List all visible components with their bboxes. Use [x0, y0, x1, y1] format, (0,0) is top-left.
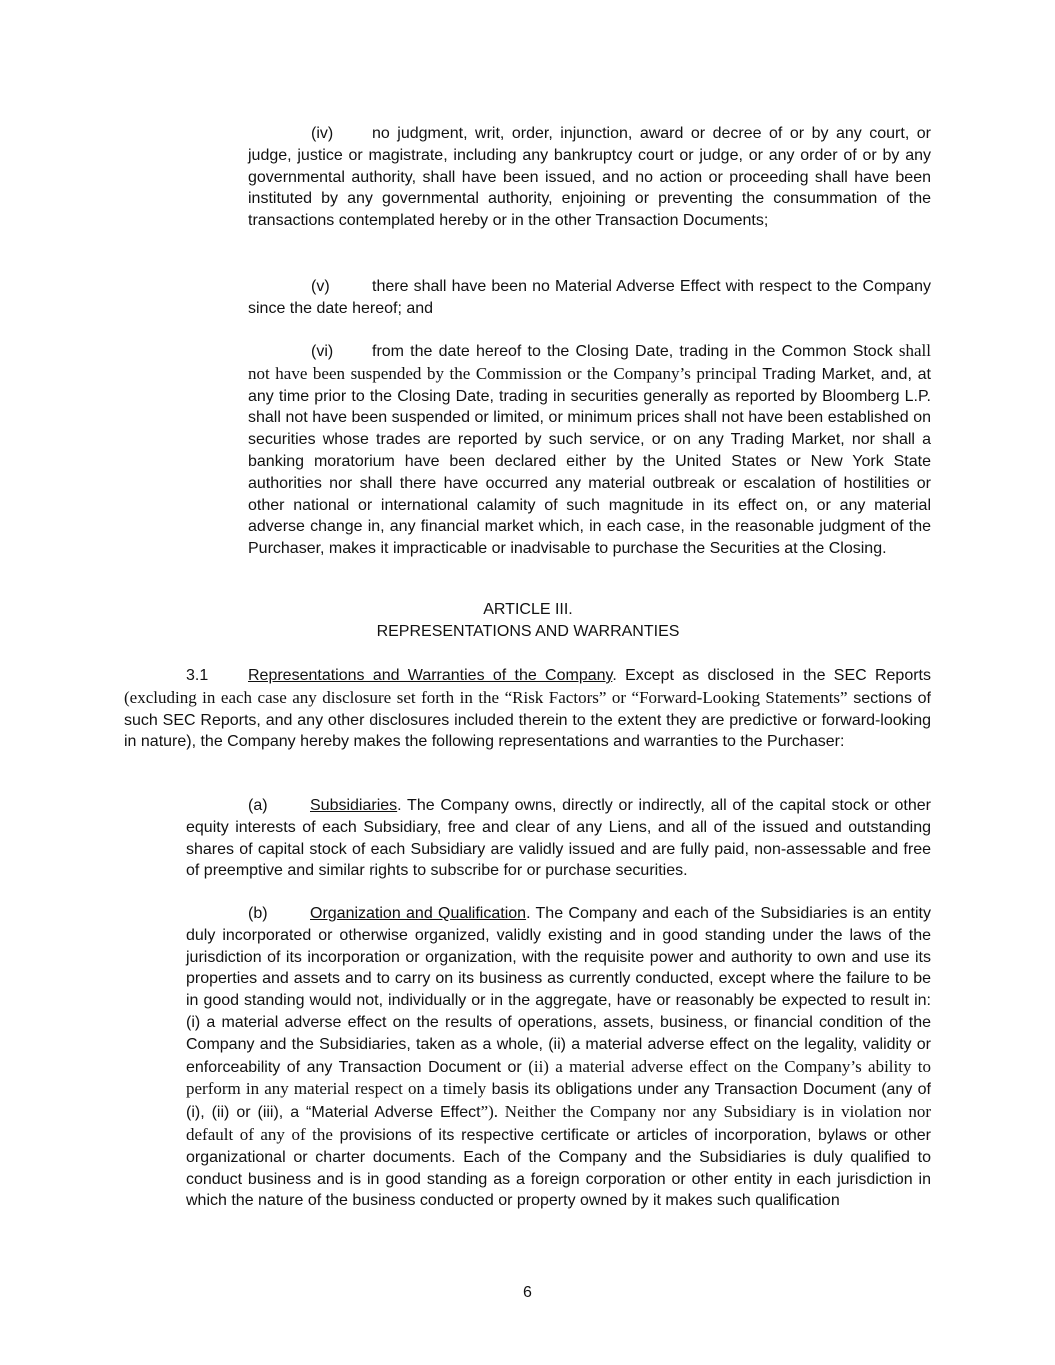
subsection-b-heading: Organization and Qualification — [310, 905, 527, 922]
section-3-1-text-2: (excluding in each case any disclosure set forth in the “Risk Factors” or “Forward-Looking Statements” — [124, 687, 848, 707]
condition-v-paragraph — [248, 276, 931, 320]
condition-vi-text-3: Trading Market, and, at any time prior to the Closing Date, trading in securities generally as reported by Bloomberg L.P. shall not have been suspended or limited, or minimum prices shall not have been established on securities whose trades are reported by such service, or on any Trading Market, nor shall a banking moratorium have been declared either by the United States or New York State authorities nor shall there have occurred any material outbreak or escalation of hostilities or other national or international calamity of such magnitude in its effect on, or any material adverse change in, any financial market which, in each case, in the reasonable judgment of the Purchaser, makes it impracticable or inadvisable to purchase the Securities at the Closing. — [248, 365, 931, 558]
section-3-1-heading: Representations and Warranties of the Company — [248, 667, 613, 684]
section-3-1-text-1: . Except as disclosed in the SEC Reports — [612, 667, 931, 684]
subsection-b-text-1: . The Company and each of the Subsidiaries is an entity duly incorporated or otherwise organized, validly existing and in good standing under the laws of the jurisdiction of its incorporation or organization, with the requisite power and authority to own and use its properties and assets and to carry on its business as currently conducted, except where the failure to be in good standing would not, individually or in the aggregate, have or reasonably be expected to result in: (i) a material adverse effect on the results of operations, assets, business, or financial condition of the Company and the Subsidiaries, taken as a whole, (ii) a material adverse effect on the legality, validity or enforceability of any Transaction Document or — [186, 905, 931, 1076]
subsection-a-text: . The Company owns, directly or indirectly, all of the capital stock or other equity interests of each Subsidiary, free and clear of any Liens, and all of the issued and outstanding shares of capital stock of each Subsidiary are validly issued and are fully paid, non-assessable and free of preemptive and similar rights to subscribe for or purchase securities. — [186, 797, 931, 880]
article-title: REPRESENTATIONS AND WARRANTIES — [376, 623, 680, 640]
subsection-a-paragraph — [186, 795, 931, 882]
item-number-vi: (vi) — [311, 343, 334, 360]
page-number: 6 — [523, 1284, 532, 1301]
condition-iv-text: no judgment, writ, order, injunction, award or decree of or by any court, or judge, justice or magistrate, including any bankruptcy court or judge, or any order of or by any governmental authority, shall have been issued, and no action or proceeding shall have been instituted by any governmental authority, enjoining or preventing the consummation of the transactions contemplated hereby or in the other Transaction Documents; — [248, 125, 931, 230]
subsection-b-text-3: basis its obligations under any Transaction Document (any of (i), (ii) or (iii), a “Material Adverse Effect — [186, 1081, 931, 1122]
section-3-1-text-3: sections of such SEC Reports, and any other disclosures included therein to the extent they are predictive or forward-looking in nature), the Company hereby makes the following representations and warranties to the Purchaser: — [124, 689, 931, 751]
article-heading — [248, 599, 808, 643]
condition-vi-paragraph — [248, 340, 931, 560]
item-number-v: (v) — [311, 278, 330, 295]
subsection-b-text-5: provisions of its respective certificate or articles of incorporation, bylaws or other organizational or charter documents. Each of the Company and the Subsidiaries is duly qualified to conduct business and is in good standing as a foreign corporation or other entity in each jurisdiction in which the nature of the business conducted or property owned by it makes such qualification — [186, 1126, 931, 1210]
section-3-1-paragraph — [124, 665, 931, 753]
subsection-b-paragraph — [186, 903, 931, 1212]
subsection-b-text-4: ”). Neither the Company nor any Subsidiary is in violation nor default of any of the — [186, 1102, 931, 1144]
condition-vi-text-1: from the date hereof to the Closing Date, trading in the Common Stock — [372, 343, 899, 360]
subsection-a-heading: Subsidiaries — [310, 797, 398, 814]
section-number-3-1: 3.1 — [186, 667, 209, 684]
subsection-b-text-2: (ii) a material adverse effect on the Company’s ability to perform in any material respect on a timely — [186, 1056, 931, 1099]
subsection-number-b: (b) — [248, 905, 268, 922]
condition-v-text: there shall have been no Material Adverse Effect with respect to the Company since the date hereof; and — [248, 278, 931, 317]
condition-iv-paragraph — [248, 123, 931, 232]
condition-vi-text-2: shall not have been suspended by the Commission or the Company’s principal — [248, 341, 931, 383]
article-number: ARTICLE III. — [483, 601, 573, 618]
subsection-number-a: (a) — [248, 797, 268, 814]
item-number-iv: (iv) — [311, 125, 334, 142]
